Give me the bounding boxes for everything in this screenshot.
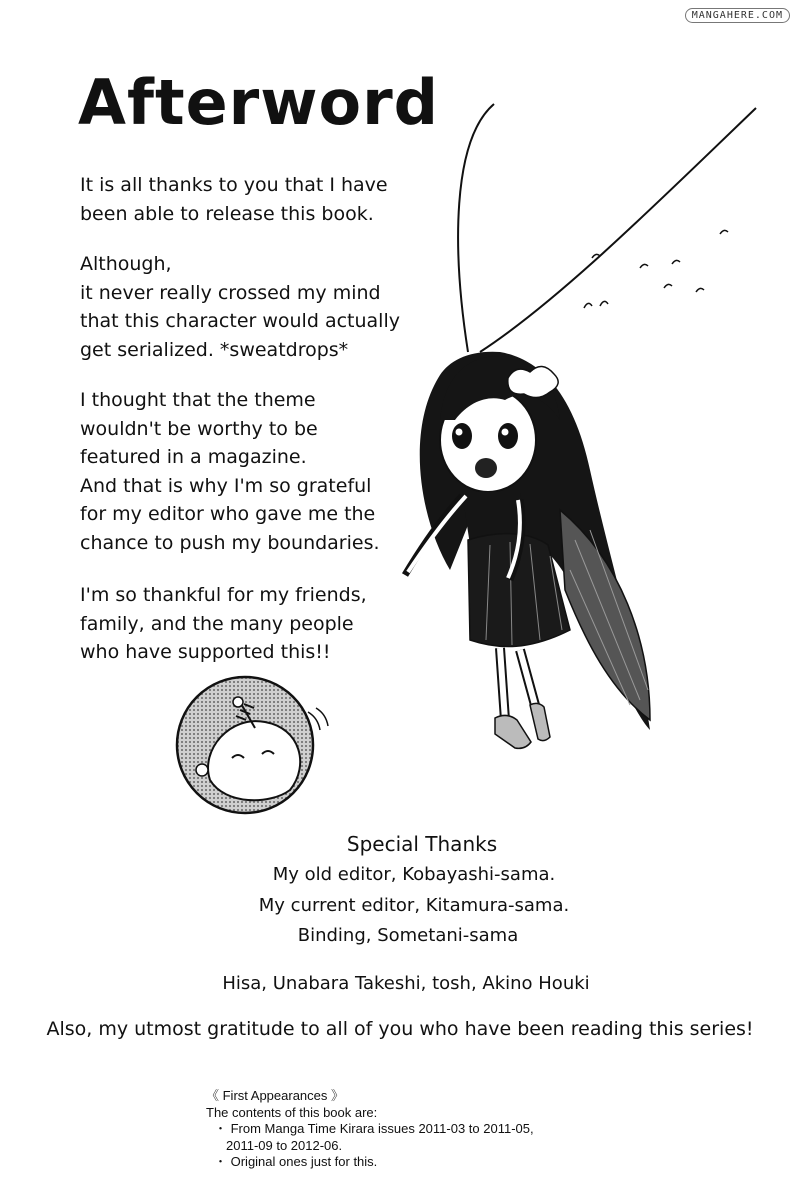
site-watermark: MANGAHERE.COM (685, 8, 790, 23)
paragraph-line: And that is why I'm so grateful (80, 474, 372, 497)
thanks-names: Hisa, Unabara Takeshi, tosh, Akino Houki (222, 973, 590, 994)
paragraph-line: family, and the many people (80, 612, 354, 635)
paragraph-line: it never really crossed my mind (80, 281, 381, 304)
thanks-line: Binding, Sometani-sama (297, 925, 519, 946)
paragraph-line: chance to push my boundaries. (80, 531, 380, 554)
paragraph-line: wouldn't be worthy to be (80, 417, 318, 440)
paragraph-line: I'm so thankful for my friends, (80, 584, 367, 606)
paragraph-line: featured in a magazine. (80, 446, 307, 468)
thanks-line: My old editor, Kobayashi-sama. (272, 864, 556, 885)
first-appearances-item-cont: 2011-09 to 2012-06. (226, 1137, 343, 1153)
first-appearances-heading: 《 First Appearances 》 (206, 1088, 344, 1103)
paragraph-line: that this character would actually (80, 310, 400, 332)
first-appearances-intro: The contents of this book are: (206, 1104, 378, 1120)
paragraph-line: for my editor who gave me the (80, 503, 376, 525)
paragraph-line: get serialized. *sweatdrops* (80, 338, 349, 361)
paragraph-line: been able to release this book. (80, 202, 374, 225)
closing-message: Also, my utmost gratitude to all of you who have been reading this series! (46, 1018, 754, 1040)
paragraph-line: It is all thanks to you that I have (80, 174, 388, 196)
special-thanks-heading: Special Thanks (346, 832, 498, 856)
thanks-line: My current editor, Kitamura-sama. (258, 895, 570, 916)
paragraph-line: who have supported this!! (80, 641, 331, 663)
first-appearances (206, 1088, 534, 1171)
first-appearances-item: ・ Original ones just for this. (214, 1154, 378, 1169)
page-title: Afterword (78, 66, 440, 139)
paragraph-line: I thought that the theme (80, 389, 316, 411)
first-appearances-item: ・ From Manga Time Kirara issues 2011-03 to 2011-05, (214, 1121, 534, 1136)
paragraph-line: Although, (80, 253, 172, 275)
